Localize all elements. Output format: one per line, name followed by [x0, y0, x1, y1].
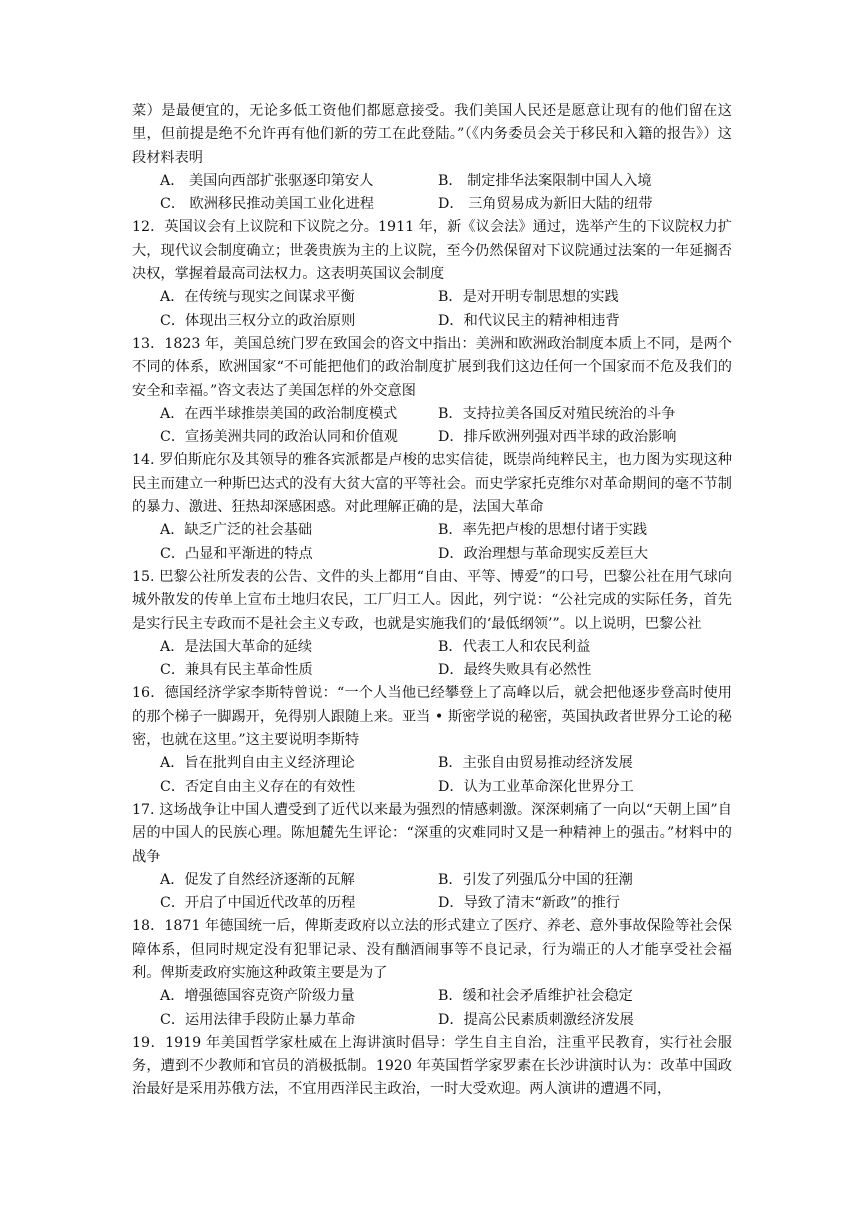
question-13-option-a[interactable]: A．在西半球推崇美国的政治制度模式 — [160, 405, 398, 422]
question-15-option-d[interactable]: D．最终失败具有必然性 — [438, 662, 592, 679]
question-17 — [132, 799, 732, 915]
question-16-option-c[interactable]: C．否定自由主义存在的有效性 — [160, 778, 356, 795]
question-14-option-d[interactable]: D．政治理想与革命现实反差巨大 — [438, 545, 649, 562]
question-13-option-c[interactable]: C．宣扬美洲共同的政治认同和价值观 — [160, 429, 398, 446]
question-16-stem: 16．德国经济学家李斯特曾说：“一个人当他已经攀登上了高峰以后，就会把他逐步登高时使用的那个梯子一脚踢开，免得别人跟随上来。亚当 • 斯密学说的秘密，英国执政者世界分工论的秘密，也就在这里。”这主要说明李斯特 — [132, 685, 732, 749]
question-15-option-c[interactable]: C．兼具有民主革命性质 — [160, 662, 313, 679]
question-13-options-row-1 — [132, 403, 732, 426]
question-15-stem: 15. 巴黎公社所发表的公告、文件的头上都用“自由、平等、博爱”的口号，巴黎公社在用气球向城外散发的传单上宣布土地归农民，工厂归工人。因此，列宁说：“公社完成的实际任务，首先是实行民主专政而不是社会主义专政，也就是实施我们的‘最低纲领’”。以上说明，巴黎公社 — [132, 568, 732, 632]
question-17-stem: 17. 这场战争让中国人遭受到了近代以来最为强烈的情感刺激。深深刺痛了一向以“天朝上国”自居的中国人的民族心理。陈旭麓先生评论：“深重的灾难同时又是一种精神上的强击。”材料中的战争 — [132, 801, 732, 865]
question-18-option-d[interactable]: D．提高公民素质刺激经济发展 — [438, 1011, 634, 1028]
question-12 — [132, 216, 732, 332]
question-17-options-row-2 — [132, 892, 732, 915]
question-14-stem: 14. 罗伯斯庇尔及其领导的雅各宾派都是卢梭的忠实信徒，既崇尚纯粹民主，也力图为实现这种民主而建立一种斯巴达式的没有大贫大富的平等社会。而史学家托克维尔对革命期间的毫不节制的暴力、激进、狂热却深感困惑。对此理解正确的是，法国大革命 — [132, 452, 732, 516]
question-18-options-row-2 — [132, 1009, 732, 1032]
question-17-option-c[interactable]: C．开启了中国近代改革的历程 — [160, 895, 356, 912]
question-11-option-d[interactable]: D． 三角贸易成为新旧大陆的纽带 — [438, 196, 653, 213]
question-15-options-row-1 — [132, 636, 732, 659]
question-16-option-a[interactable]: A．旨在批判自由主义经济理论 — [160, 755, 355, 772]
question-18-options-row-1 — [132, 985, 732, 1008]
question-14-option-c[interactable]: C．凸显和平渐进的特点 — [160, 545, 313, 562]
question-11-stem: 菜）是最便宜的，无论多低工资他们都愿意接受。我们美国人民还是愿意让现有的他们留在这里，但前提是绝不允许再有他们新的劳工在此登陆。”（《内务委员会关于移民和入籍的报告》）这段材料表明 — [132, 103, 732, 166]
question-13-option-b[interactable]: B．支持拉美各国反对殖民统治的斗争 — [438, 405, 676, 422]
question-16 — [132, 682, 732, 798]
question-14-options-row-1 — [132, 519, 732, 542]
question-11-option-c[interactable]: C． 欧洲移民推动美国工业化进程 — [160, 196, 374, 213]
question-11-options-row-2 — [132, 193, 732, 216]
question-13 — [132, 333, 732, 449]
question-18-option-c[interactable]: C．运用法律手段防止暴力革命 — [160, 1011, 356, 1028]
question-18-option-b[interactable]: B．缓和社会矛盾维护社会稳定 — [438, 988, 633, 1005]
question-12-option-b[interactable]: B．是对开明专制思想的实践 — [438, 289, 619, 306]
question-19 — [132, 1032, 732, 1102]
question-14-options-row-2 — [132, 543, 732, 566]
question-12-option-d[interactable]: D．和代议民主的精神相违背 — [438, 312, 620, 329]
question-18-option-a[interactable]: A．增强德国容克资产阶级力量 — [160, 988, 355, 1005]
question-14-option-a[interactable]: A．缺乏广泛的社会基础 — [160, 522, 313, 539]
question-14-option-b[interactable]: B．率先把卢梭的思想付诸于实践 — [438, 522, 648, 539]
question-16-option-d[interactable]: D．认为工业革命深化世界分工 — [438, 778, 634, 795]
exam-page — [132, 100, 732, 1102]
question-17-option-a[interactable]: A．促发了自然经济逐渐的瓦解 — [160, 871, 355, 888]
question-12-option-a[interactable]: A．在传统与现实之间谋求平衡 — [160, 289, 355, 306]
question-11-options-row-1 — [132, 170, 732, 193]
question-15 — [132, 566, 732, 682]
question-11-option-b[interactable]: B． 制定排华法案限制中国人入境 — [438, 172, 652, 189]
question-12-options-row-1 — [132, 286, 732, 309]
question-12-stem: 12．英国议会有上议院和下议院之分。1911 年，新《议会法》通过，选举产生的下议院权力扩大，现代议会制度确立；世袭贵族为主的上议院，至今仍然保留对下议院通过法案的一年延搁否决权，掌握着最高司法权力。这表明英国议会制度 — [132, 219, 732, 283]
question-13-option-d[interactable]: D．排斥欧洲列强对西半球的政治影响 — [438, 429, 677, 446]
question-18 — [132, 915, 732, 1031]
question-12-option-c[interactable]: C．体现出三权分立的政治原则 — [160, 312, 356, 329]
question-17-option-d[interactable]: D．导致了清末“新政”的推行 — [438, 895, 620, 912]
question-16-options-row-2 — [132, 776, 732, 799]
question-13-options-row-2 — [132, 426, 732, 449]
question-15-options-row-2 — [132, 659, 732, 682]
question-13-stem: 13．1823 年，美国总统门罗在致国会的咨文中指出：美洲和欧洲政治制度本质上不同，是两个不同的体系，欧洲国家“不可能把他们的政治制度扩展到我们这边任何一个国家而不危及我们的安全和幸福。”咨文表达了美国怎样的外交意图 — [132, 335, 732, 399]
question-16-options-row-1 — [132, 752, 732, 775]
question-18-stem: 18．1871 年德国统一后，俾斯麦政府以立法的形式建立了医疗、养老、意外事故保险等社会保障体系，但同时规定没有犯罪记录、没有酗酒闹事等不良记录，行为端正的人才能享受社会福利。俾斯麦政府实施这种政策主要是为了 — [132, 918, 732, 981]
question-11-option-a[interactable]: A． 美国向西部扩张驱逐印第安人 — [160, 172, 374, 189]
question-15-option-a[interactable]: A．是法国大革命的延续 — [160, 638, 313, 655]
question-15-option-b[interactable]: B．代表工人和农民利益 — [438, 638, 591, 655]
question-19-stem: 19．1919 年美国哲学家杜威在上海讲演时倡导：学生自主自治，注重平民教育，实行社会服务，遭到不少教师和官员的消极抵制。1920 年英国哲学家罗素在长沙讲演时认为：改革中国政治最好是采用苏俄方法，不宜用西洋民主政治，一时大受欢迎。两人演讲的遭遇不同， — [132, 1034, 732, 1098]
question-11 — [132, 100, 732, 216]
question-17-options-row-1 — [132, 869, 732, 892]
question-12-options-row-2 — [132, 310, 732, 333]
question-17-option-b[interactable]: B．引发了列强瓜分中国的狂潮 — [438, 871, 633, 888]
question-16-option-b[interactable]: B．主张自由贸易推动经济发展 — [438, 755, 633, 772]
question-14 — [132, 449, 732, 565]
